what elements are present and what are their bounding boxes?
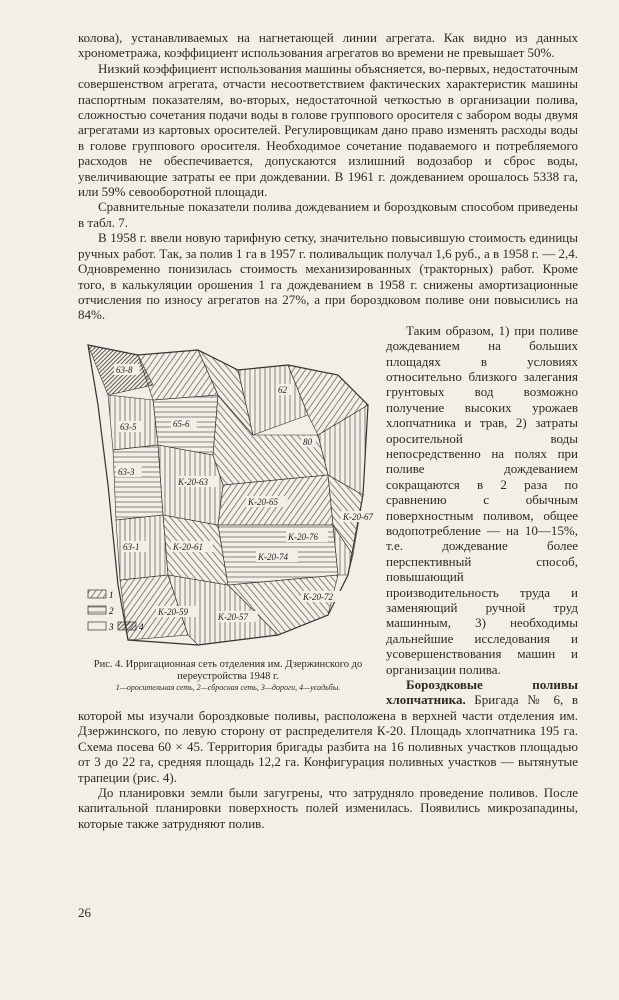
plot-label: K-20-59 [158, 606, 188, 617]
legend-swatch-1 [88, 590, 106, 598]
paragraph-3: Сравнительные показатели полива дождеванием и бороздковым способом приведены в табл. 7. [78, 199, 578, 230]
plot-label: K-20-61 [173, 541, 203, 552]
legend-swatch-3 [88, 622, 106, 630]
legend-number-4: 4 [139, 621, 144, 632]
paragraph-6 [78, 677, 578, 785]
legend-swatch-4 [118, 622, 136, 630]
plot-label: 80 [303, 436, 312, 447]
plot-label: K-20-57 [218, 611, 248, 622]
plot-label: 63-3 [118, 466, 135, 477]
figure-4 [78, 325, 378, 693]
plot-label: K-20-67 [343, 511, 373, 522]
plot-label: K-20-74 [258, 551, 288, 562]
legend-swatch-2 [88, 606, 106, 614]
figure-legend-text: 1—оросительная сеть, 2—сбросная сеть, 3—дороги, 4—усадьбы. [115, 682, 341, 692]
legend-number-2: 2 [109, 605, 114, 616]
paragraph-4: В 1958 г. ввели новую тарифную сетку, значительно повысившую стоимость единицы ручных работ. Так, за полив 1 га в 1957 г. поливальщик получал 1,6 руб., а в 1958 г. — 2,4. Одновременно понизилась стоимость механизированных (тракторных) работ. Кроме того, в калькуляции орошения 1 га дождеванием в 1958 г. снижены амортизационные отчисления по износу агрегатов на 27%, а при бороздковом поливе они повысились на 84%. [78, 230, 578, 323]
plot-label: 62 [278, 384, 287, 395]
page-body [78, 30, 578, 831]
plot-label: 63-1 [123, 541, 140, 552]
plot-label: 65-6 [173, 418, 190, 429]
paragraph-2: Низкий коэффициент использования машины объясняется, во-первых, недостаточным совершенством агрегата, отчасти несоответствием фактических характеристик машины паспортным показателям, во-вторых, недостаточной четкостью в организации полива, сложностью сочетания подачи воды в голове группового оросителя с забором воды двумя агрегатами из картовых оросителей. Регулировщикам дано право изменять расходы воды в голове группового оросителя. Необходимое сочетание подаваемого и потребляемого расходов не обеспечивается, допускаются излишний водозабор и сброс воды, увеличивающие затраты ее при дождевании. В 1961 г. дождеванием орошалось 5338 га, или 59% севооборотной площади. [78, 60, 578, 200]
figure-caption: Рис. 4. Ирригационная сеть отделения им. Дзержинского до переустройства 1948 г. [93, 658, 363, 682]
section-heading: Бороздковые поливы хлопчатника. [386, 677, 578, 708]
plot-label: 63-5 [120, 421, 137, 432]
irrigation-map [78, 325, 378, 655]
plot-label: K-20-76 [288, 531, 318, 542]
paragraph-5: Таким образом, 1) при поливе дождеванием на больших площадях в условиях относительно близкого залегания грунтовых вод возможно получение высоких урожаев хлопчатника и трав, 2) затраты оросительной воды непосредственно на полях при поливе дождеванием сокращаются в 2 раза по сравнению с обычным поверхностным поливом, общее водопотребление — на 10—15%, т.е. дождевание более перспективный способ, повышающий производительность труда и заменяющий ручной труд машинным, 3) необходимы дальнейшие исследования и усовершенствования машин и организации полива. [386, 322, 578, 677]
legend-number-1: 1 [109, 589, 114, 600]
plot-label: 63-8 [116, 364, 133, 375]
page-number: 26 [78, 905, 91, 920]
legend-number-3: 3 [109, 621, 114, 632]
paragraph-1: колова), устанавливаемых на нагнетающей линии агрегата. Как видно из данных хронометража, коэффициент использования агрегатов во времени не превышает 50%. [78, 30, 578, 61]
paragraph-7: До планировки земли были загугрены, что затрудняло проведение поливов. После капитальной планировки поверхность полей изменилась. Появились микрозападины, которые также затрудняют полив. [78, 784, 578, 831]
plot-label: K-20-72 [303, 591, 333, 602]
plot-label: K-20-63 [178, 476, 208, 487]
plot-label: K-20-65 [248, 496, 278, 507]
paragraph-6-text: Бригада № 6, в которой мы изучали бороздковые поливы, расположена в верхней части отделения им. Дзержинского, по левую сторону от распределителя К-20. Площадь хлопчатника 195 га. Схема посева 60 × 45. Территория бригады разбита на 16 поливных участков площадью от 3 до 22 га, средняя площадь 12,2 га. Конфигурация поливных участков — вытянутые трапеции (рис. 4). [78, 692, 579, 785]
